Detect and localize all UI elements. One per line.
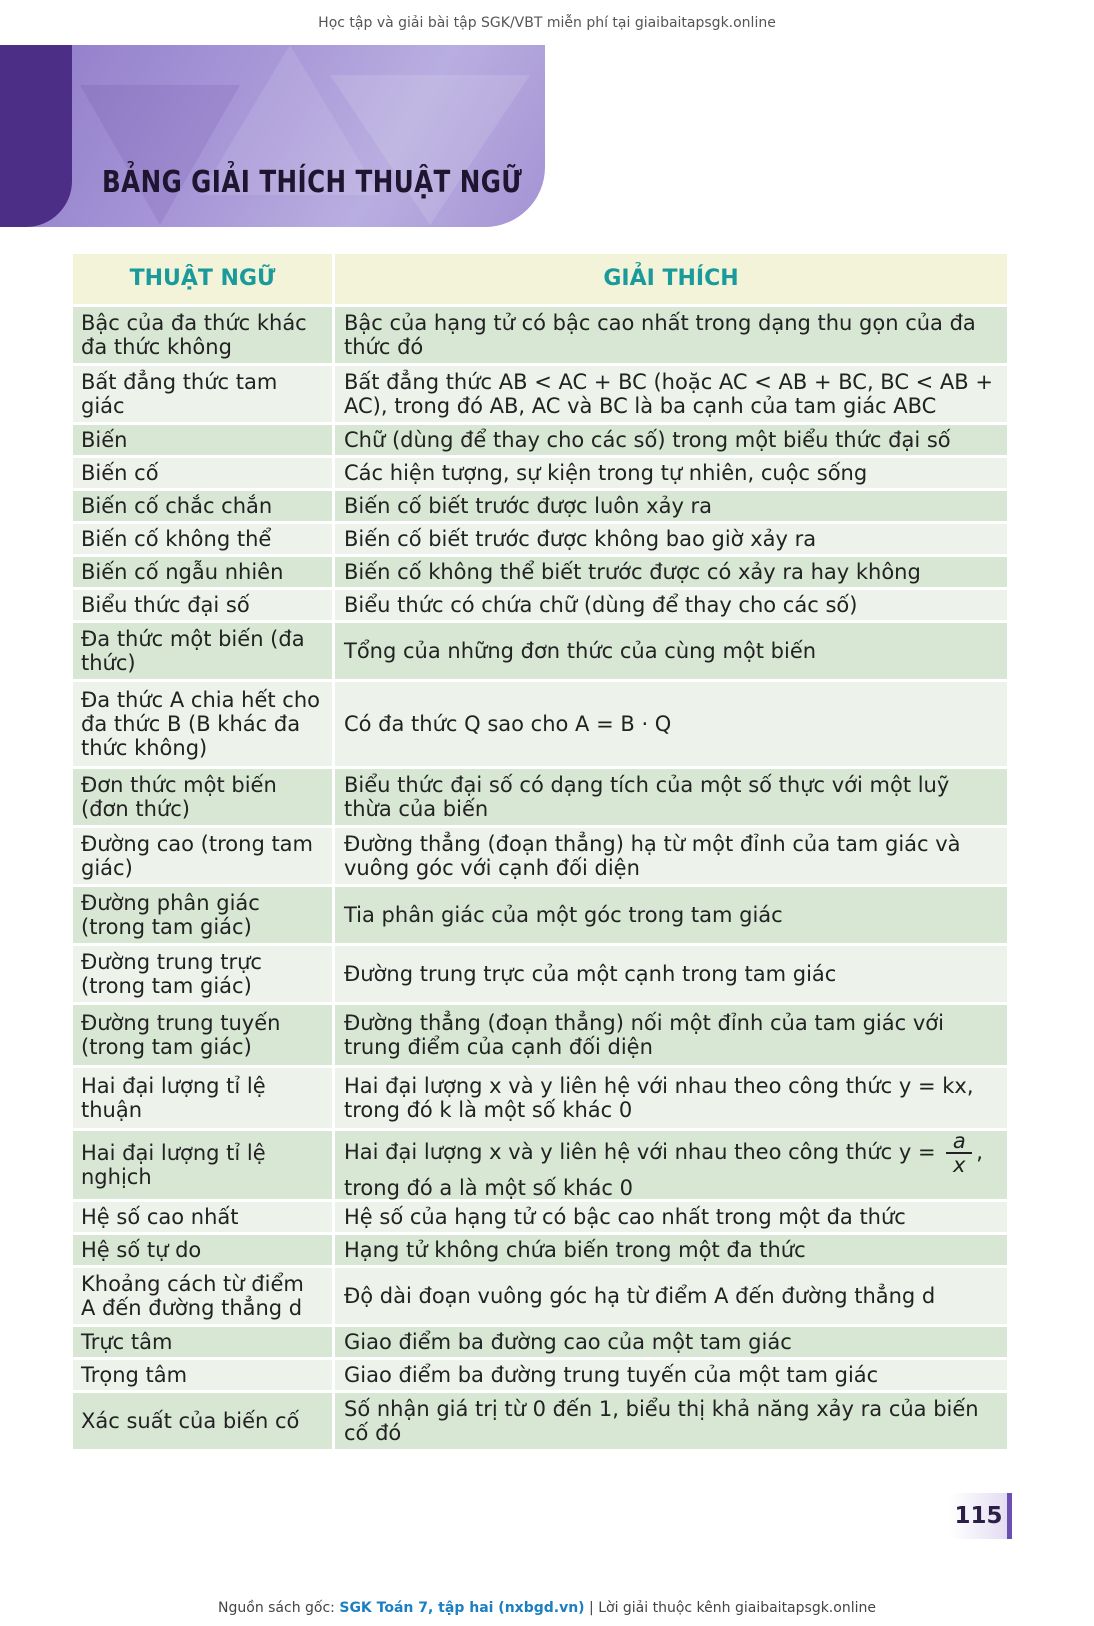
page-number: 115 [950, 1493, 1012, 1539]
term-cell: Hai đại lượng tỉ lệ thuận [73, 1068, 332, 1128]
fraction-denominator: x [953, 1153, 966, 1177]
explanation-cell: Biến cố không thể biết trước được có xảy ra hay không [335, 557, 1007, 587]
table-row [73, 1202, 1007, 1232]
explanation-cell: Đường trung trực của một cạnh trong tam giác [335, 946, 1007, 1002]
table-row [73, 590, 1007, 620]
explanation-cell: Hai đại lượng x và y liên hệ với nhau theo công thức y = $\frac{a}{x}$ , trong đó a là một số khác 0 [335, 1131, 1007, 1199]
term-cell: Trọng tâm [73, 1360, 332, 1390]
explanation-cell: Các hiện tượng, sự kiện trong tự nhiên, cuộc sống [335, 458, 1007, 488]
table-row [73, 1327, 1007, 1357]
explanation-cell: Hạng tử không chứa biến trong một đa thức [335, 1235, 1007, 1265]
explanation-cell: Biến cố biết trước được không bao giờ xảy ra [335, 524, 1007, 554]
explanation-cell: Hai đại lượng x và y liên hệ với nhau theo công thức y = kx, trong đó k là một số khác 0 [335, 1068, 1007, 1128]
fraction-numerator: a [952, 1129, 966, 1153]
explanation-cell: Tia phân giác của một góc trong tam giác [335, 887, 1007, 943]
footer-prefix: Nguồn sách gốc: [218, 1600, 335, 1616]
explanation-cell: Bất đẳng thức AB < AC + BC (hoặc AC < AB + BC, BC < AB + AC), trong đó AB, AC và BC là ba cạnh của tam giác ABC [335, 366, 1007, 422]
term-cell: Đường phân giác (trong tam giác) [73, 887, 332, 943]
explanation-cell: Biểu thức có chứa chữ (dùng để thay cho các số) [335, 590, 1007, 620]
term-cell: Biến cố chắc chắn [73, 491, 332, 521]
table-row [73, 1268, 1007, 1324]
term-cell: Bất đẳng thức tam giác [73, 366, 332, 422]
term-cell: Khoảng cách từ điểm A đến đường thẳng d [73, 1268, 332, 1324]
table-row [73, 491, 1007, 521]
explanation-text-a: Hai đại lượng x và y liên hệ với nhau theo công thức y = [344, 1140, 936, 1164]
fraction-a-over-x [946, 1130, 972, 1176]
footer-note [0, 1600, 1094, 1616]
explanation-cell: Số nhận giá trị từ 0 đến 1, biểu thị khả năng xảy ra của biến cố đó [335, 1393, 1007, 1449]
table-row [73, 1068, 1007, 1128]
footer-suffix: | Lời giải thuộc kênh giaibaitapsgk.online [589, 1600, 876, 1616]
glossary-table [73, 254, 1007, 1452]
term-cell: Đường cao (trong tam giác) [73, 828, 332, 884]
term-cell: Biến cố ngẫu nhiên [73, 557, 332, 587]
table-row [73, 1360, 1007, 1390]
explanation-cell: Giao điểm ba đường cao của một tam giác [335, 1327, 1007, 1357]
term-cell: Xác suất của biến cố [73, 1393, 332, 1449]
explanation-cell: Biến cố biết trước được luôn xảy ra [335, 491, 1007, 521]
explanation-cell: Hệ số của hạng tử có bậc cao nhất trong một đa thức [335, 1202, 1007, 1232]
table-row [73, 1393, 1007, 1449]
page-title: BẢNG GIẢI THÍCH THUẬT NGỮ [102, 165, 523, 200]
term-cell: Hệ số cao nhất [73, 1202, 332, 1232]
explanation-cell: Đường thẳng (đoạn thẳng) hạ từ một đỉnh của tam giác và vuông góc với cạnh đối diện [335, 828, 1007, 884]
table-row [73, 458, 1007, 488]
term-cell: Hệ số tự do [73, 1235, 332, 1265]
explanation-text-b: trong đó a là một số khác 0 [344, 1176, 633, 1200]
term-cell: Biến cố [73, 458, 332, 488]
table-header [73, 254, 1007, 304]
term-cell: Hai đại lượng tỉ lệ nghịch [73, 1131, 332, 1199]
term-cell: Trực tâm [73, 1327, 332, 1357]
table-row [73, 623, 1007, 679]
table-row [73, 1131, 1007, 1199]
term-cell: Đa thức A chia hết cho đa thức B (B khác đa thức không) [73, 682, 332, 766]
explanation-cell: Chữ (dùng để thay cho các số) trong một biểu thức đại số [335, 425, 1007, 455]
table-row [73, 1005, 1007, 1065]
table-row [73, 769, 1007, 825]
table-row [73, 1235, 1007, 1265]
table-row [73, 366, 1007, 422]
term-cell: Biến cố không thể [73, 524, 332, 554]
term-cell: Đơn thức một biến (đơn thức) [73, 769, 332, 825]
title-banner [0, 45, 545, 227]
term-cell: Đường trung tuyến (trong tam giác) [73, 1005, 332, 1065]
explanation-cell: Biểu thức đại số có dạng tích của một số thực với một luỹ thừa của biến [335, 769, 1007, 825]
term-cell: Bậc của đa thức khác đa thức không [73, 307, 332, 363]
explanation-cell: Có đa thức Q sao cho A = B · Q [335, 682, 1007, 766]
table-row [73, 307, 1007, 363]
table-row [73, 557, 1007, 587]
explanation-cell: Tổng của những đơn thức của cùng một biến [335, 623, 1007, 679]
table-row [73, 887, 1007, 943]
explanation-cell: Đường thẳng (đoạn thẳng) nối một đỉnh của tam giác với trung điểm của cạnh đối diện [335, 1005, 1007, 1065]
table-row [73, 946, 1007, 1002]
explanation-cell: Giao điểm ba đường trung tuyến của một tam giác [335, 1360, 1007, 1390]
table-row [73, 828, 1007, 884]
column-header-term: THUẬT NGỮ [73, 254, 332, 304]
column-header-explanation: GIẢI THÍCH [335, 254, 1007, 304]
explanation-cell: Độ dài đoạn vuông góc hạ từ điểm A đến đường thẳng d [335, 1268, 1007, 1324]
explanation-cell: Bậc của hạng tử có bậc cao nhất trong dạng thu gọn của đa thức đó [335, 307, 1007, 363]
term-cell: Đa thức một biến (đa thức) [73, 623, 332, 679]
table-row [73, 524, 1007, 554]
header-note: Học tập và giải bài tập SGK/VBT miễn phí tại giaibaitapsgk.online [318, 15, 776, 31]
footer-source-link[interactable]: SGK Toán 7, tập hai (nxbgd.vn) [339, 1600, 585, 1616]
term-cell: Đường trung trực (trong tam giác) [73, 946, 332, 1002]
term-cell: Biểu thức đại số [73, 590, 332, 620]
term-cell: Biến [73, 425, 332, 455]
table-row [73, 425, 1007, 455]
table-row [73, 682, 1007, 766]
